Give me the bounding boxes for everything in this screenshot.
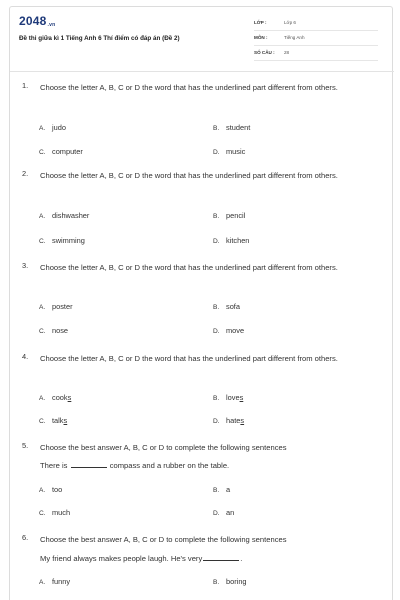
question-number: 4. xyxy=(22,352,29,361)
option-letter: C. xyxy=(39,328,46,335)
option-a[interactable] xyxy=(39,393,71,402)
option-letter: A. xyxy=(39,395,46,402)
option-c[interactable] xyxy=(39,326,68,335)
option-stem: love xyxy=(226,393,240,402)
option-text: funny xyxy=(52,577,71,586)
option-d[interactable] xyxy=(213,236,249,245)
option-letter: B. xyxy=(213,125,220,132)
option-b[interactable] xyxy=(213,211,245,220)
option-text: an xyxy=(226,508,235,517)
question-sentence xyxy=(40,554,242,563)
site-logo[interactable] xyxy=(19,14,55,28)
meta-question-count-key: SỐ CÂU : xyxy=(254,50,275,55)
sentence-before-blank: My friend always makes people laugh. He's very xyxy=(40,554,203,563)
option-letter: D. xyxy=(213,418,220,425)
brand-tld: .vn xyxy=(47,22,56,28)
document-title: Đề thi giữa kì 1 Tiếng Anh 6 Thí điểm có đáp án (Đề 2) xyxy=(19,35,180,42)
option-d[interactable] xyxy=(213,147,245,156)
option-text: pencil xyxy=(226,211,246,220)
option-text: a xyxy=(226,485,231,494)
option-text: move xyxy=(226,326,245,335)
question-text: Choose the letter A, B, C or D the word that has the underlined part different from others. xyxy=(40,354,338,363)
option-letter: C. xyxy=(39,149,46,156)
header-divider xyxy=(10,71,394,72)
option-text: boring xyxy=(226,577,247,586)
option-letter: D. xyxy=(213,149,220,156)
option-d[interactable] xyxy=(213,508,234,517)
option-a[interactable] xyxy=(39,485,62,494)
option-c[interactable] xyxy=(39,416,67,425)
option-letter: B. xyxy=(213,579,220,586)
option-letter: B. xyxy=(213,395,220,402)
option-letter: D. xyxy=(213,328,220,335)
meta-question-count xyxy=(254,47,378,61)
option-text: poster xyxy=(52,302,73,311)
option-letter: A. xyxy=(39,487,46,494)
option-text: swimming xyxy=(52,236,85,245)
question-text: Choose the letter A, B, C or D the word that has the underlined part different from others. xyxy=(40,171,338,180)
meta-subject xyxy=(254,32,378,46)
option-stem: cook xyxy=(52,393,68,402)
option-text: judo xyxy=(52,123,66,132)
sentence-before-blank: There is xyxy=(40,461,68,470)
option-c[interactable] xyxy=(39,147,83,156)
option-letter: B. xyxy=(213,487,220,494)
option-letter: B. xyxy=(213,304,220,311)
sentence-after-blank: . xyxy=(240,554,243,563)
option-letter: B. xyxy=(213,213,220,220)
question-text: Choose the best answer A, B, C or D to complete the following sentences xyxy=(40,443,287,452)
answer-blank xyxy=(71,461,107,468)
option-letter: A. xyxy=(39,579,46,586)
option-letter: A. xyxy=(39,125,46,132)
option-text: computer xyxy=(52,147,83,156)
option-letter: C. xyxy=(39,510,46,517)
meta-grade-key: LỚP : xyxy=(254,20,267,25)
option-d[interactable] xyxy=(213,416,244,425)
meta-question-count-value: 28 xyxy=(284,50,290,55)
sentence-after-blank: compass and a rubber on the table. xyxy=(109,461,230,470)
option-b[interactable] xyxy=(213,393,243,402)
answer-blank xyxy=(203,554,239,561)
option-a[interactable] xyxy=(39,123,66,132)
option-stem: hate xyxy=(226,416,241,425)
option-underlined-part: s xyxy=(239,393,244,402)
option-letter: A. xyxy=(39,304,46,311)
option-a[interactable] xyxy=(39,302,73,311)
option-c[interactable] xyxy=(39,508,70,517)
document-header xyxy=(10,7,394,69)
option-text: dishwasher xyxy=(52,211,90,220)
option-text: too xyxy=(52,485,63,494)
question-number: 3. xyxy=(22,261,29,270)
option-b[interactable] xyxy=(213,302,240,311)
option-text: student xyxy=(226,123,251,132)
meta-subject-value: Tiếng Anh xyxy=(284,35,305,40)
question-text: Choose the letter A, B, C or D the word that has the underlined part different from others. xyxy=(40,83,338,92)
option-text: much xyxy=(52,508,71,517)
question-number: 1. xyxy=(22,81,29,90)
option-letter: C. xyxy=(39,418,46,425)
option-underlined-part: s xyxy=(240,416,245,425)
option-b[interactable] xyxy=(213,123,250,132)
option-d[interactable] xyxy=(213,326,244,335)
question-text: Choose the letter A, B, C or D the word that has the underlined part different from others. xyxy=(40,263,338,272)
option-letter: D. xyxy=(213,510,220,517)
question-number: 6. xyxy=(22,533,29,542)
meta-subject-key: MÔN : xyxy=(254,35,268,40)
option-underlined-part: s xyxy=(63,416,68,425)
meta-grade xyxy=(254,17,378,31)
question-number: 2. xyxy=(22,169,29,178)
question-sentence xyxy=(40,461,229,470)
option-a[interactable] xyxy=(39,211,89,220)
option-text: nose xyxy=(52,326,69,335)
option-text: sofa xyxy=(226,302,240,311)
question-text: Choose the best answer A, B, C or D to complete the following sentences xyxy=(40,535,287,544)
option-text: kitchen xyxy=(226,236,250,245)
question-number: 5. xyxy=(22,441,29,450)
document-page xyxy=(9,6,393,600)
option-underlined-part: s xyxy=(67,393,72,402)
option-b[interactable] xyxy=(213,577,247,586)
option-a[interactable] xyxy=(39,577,70,586)
option-text: music xyxy=(226,147,246,156)
option-c[interactable] xyxy=(39,236,85,245)
option-b[interactable] xyxy=(213,485,230,494)
option-letter: C. xyxy=(39,238,46,245)
meta-grade-value: Lớp 6 xyxy=(284,20,296,25)
option-stem: talk xyxy=(52,416,64,425)
option-letter: A. xyxy=(39,213,46,220)
option-letter: D. xyxy=(213,238,220,245)
brand-name: 2048 xyxy=(19,14,47,28)
